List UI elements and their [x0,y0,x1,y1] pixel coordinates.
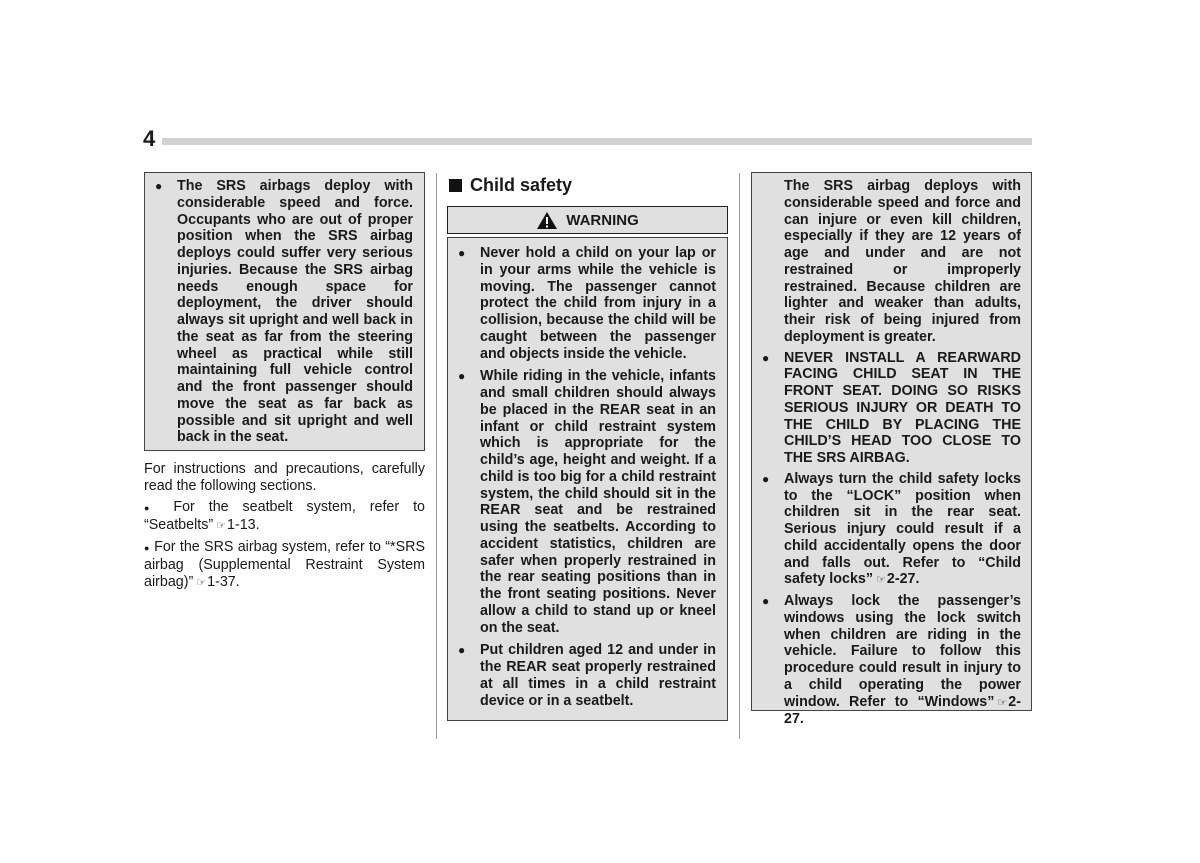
page-ref[interactable]: 1-13. [227,517,260,533]
warning-item-continued [752,178,1021,346]
warning-item [448,642,716,709]
ref-srs-airbag [144,539,425,592]
bullet-icon: ● [458,246,466,260]
intro-text: For instructions and precautions, carefully read the following sections. [144,461,425,494]
warning-item-text: Always lock the passenger’s windows using the lock switch when children are riding in the vehicle. Failure to follow this procedure could result in injury to a child operating the power window. Refer to “Windows” [784,593,1021,710]
warning-item [448,368,716,636]
ref-text: For the seatbelt system, refer to “Seatbelts” [144,499,425,533]
warning-item-text: The SRS airbags deploy with considerable speed and force. Occupants who are out of proper position when the SRS airbag deploys could suffer very serious injuries. Because the SRS airbag needs enough space for deployment, the driver should always sit upright and well back in the seat as far from the steering wheel as practical while still maintaining full vehicle control and the front passenger should move the seat as far back as possible and sit upright and well back in the seat. [177,178,413,446]
warning-triangle-icon [536,211,558,230]
bullet-icon: ● [762,471,770,486]
ref-seatbelt [144,499,425,535]
section-title [449,174,572,196]
airbag-warning-box [144,172,425,451]
page-number: 4 [143,126,156,151]
bullet-icon: ● [155,179,163,193]
bullet-icon: ● [144,503,160,513]
instructions-block [144,461,425,596]
header-bar [162,138,1032,145]
warning-item [448,245,716,362]
page-ref[interactable]: 2-27. [784,693,1021,728]
section-square-icon [449,179,462,192]
child-safety-warning-box [447,237,728,721]
warning-item-text: Put children aged 12 and under in the REAR seat properly restrained at all times in a child restraint device or in a seatbelt. [480,642,716,709]
page-ref[interactable]: 1-37. [207,574,240,590]
warning-header [447,206,728,234]
ref-text: For the SRS airbag system, refer to “*SRS airbag (Supplemental Restraint System airbag)” [144,539,425,590]
warning-label: WARNING [566,211,639,229]
bullet-icon: ● [458,369,466,384]
page-ref-icon: ☞ [997,696,1008,709]
warning-item [752,471,1021,589]
bullet-icon: ● [762,594,770,608]
warning-item-text: Always turn the child safety locks to the “LOCK” position when children sit in the rear seat. Serious injury could result if a child accidentally opens the door and falls out. Refer to “Child safety locks” [784,470,1021,588]
warning-item-text: The SRS airbag deploys with considerable speed and force and can injure or even kill children, especially if they are 12 years of age and under and are not restrained or improperly restrained. Because children are lighter and weaker than adults, their risk of being injured from deployment is greater. [784,178,1021,345]
page-ref[interactable]: 2-27. [886,571,920,588]
page-ref-icon: ☞ [876,574,886,587]
warning-item [752,593,1021,728]
page-ref-icon: ☞ [216,520,227,532]
warning-item-text: Never hold a child on your lap or in your arms while the vehicle is moving. The passenger cannot protect the child from injury in a collision, because the child will be caught between the passenger and objects inside the vehicle. [480,245,716,362]
warning-item-text: NEVER INSTALL A REARWARD FACING CHILD SEAT IN THE FRONT SEAT. DOING SO RISKS SERIOUS INJURY OR DEATH TO THE CHILD BY PLACING THE CHILD’S HEAD TOO CLOSE TO THE SRS AIRBAG. [784,349,1021,466]
bullet-icon: ● [144,543,150,553]
section-title-text: Child safety [470,175,573,195]
bullet-icon: ● [762,350,770,365]
warning-item [752,350,1021,467]
bullet-icon: ● [458,643,466,658]
warning-item-text: While riding in the vehicle, infants and small children should always be placed in the REAR seat in an infant or child restraint system which is appropriate for the child’s age, height and weight. If a child is too big for a child restraint system, the child should sit in the REAR seat and be restrained using the seatbelts. According to accident statistics, children are safer when properly restrained in the rear seating positions than in the front seating positions. Never allow a child to stand up or kneel on the seat. [480,368,716,636]
column-divider-2 [739,173,740,739]
child-safety-warning-box-continued [751,172,1032,728]
column-divider-1 [436,173,437,739]
page-ref-icon: ☞ [196,577,207,589]
warning-item [145,178,413,446]
